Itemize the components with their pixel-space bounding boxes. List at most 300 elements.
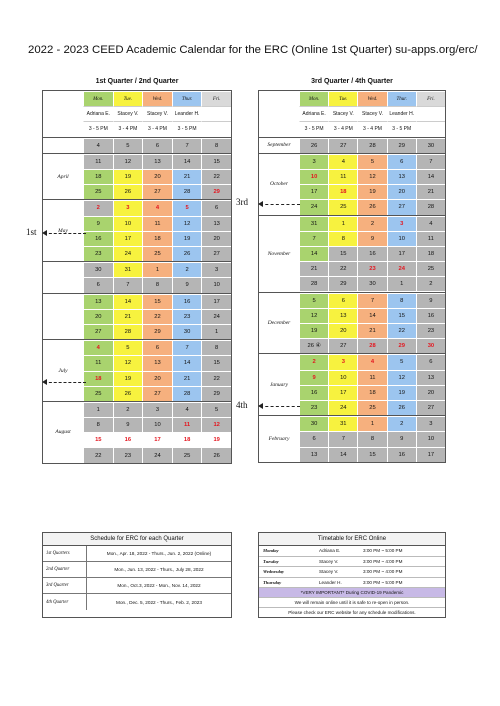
date-cell: 1 [357, 416, 386, 431]
week-row [83, 216, 231, 231]
week-row [83, 138, 231, 153]
date-cell: 21 [172, 371, 202, 386]
date-cell: 2 [357, 216, 386, 231]
week-row [299, 431, 445, 446]
date-cell: 23 [416, 323, 445, 338]
week-row [83, 169, 231, 184]
date-cell: 17 [113, 231, 143, 246]
date-cell: 4 [328, 154, 357, 169]
schedule-row [43, 594, 231, 610]
week-row [83, 154, 231, 169]
third-quarter-arrow [260, 204, 300, 205]
teacher-cell: Leander H. [387, 106, 416, 121]
date-cell: 25 [83, 386, 113, 401]
second-quarter-arrow [44, 382, 86, 383]
date-cell: 19 [113, 371, 143, 386]
date-cell: 16 [113, 432, 143, 447]
weekday-header: Tue. [328, 91, 357, 106]
date-cell: 16 [387, 447, 416, 462]
date-cell: 1 [83, 402, 113, 417]
header-spacer [259, 106, 299, 121]
date-cell: 17 [142, 432, 172, 447]
date-cell: 26 [387, 400, 416, 415]
weekday-header: Mon. [83, 91, 113, 106]
covid-notice: *VERY IMPORTANT* During COVID-19 Pandemic [259, 588, 445, 598]
date-cell: 13 [387, 169, 416, 184]
date-cell: 14 [299, 246, 328, 261]
time-cell: 3 - 5 PM [387, 121, 416, 136]
date-cell: 6 [142, 138, 172, 153]
month-group [259, 415, 445, 462]
timetable-row [259, 546, 445, 557]
month-group [43, 401, 231, 463]
date-cell: 24 [113, 246, 143, 261]
date-cell: 30 [172, 324, 202, 339]
date-cell: 28 [172, 386, 202, 401]
date-cell: 9 [172, 277, 202, 292]
time-cell [201, 121, 231, 136]
week-row [299, 138, 445, 153]
time-cell: 3 - 4 PM [142, 121, 172, 136]
fourth-quarter-arrow [260, 406, 300, 407]
date-cell: 10 [201, 277, 231, 292]
date-cell: 10 [142, 417, 172, 432]
date-cell: 19 [299, 323, 328, 338]
date-cell: 16 [416, 308, 445, 323]
date-cell: 11 [142, 216, 172, 231]
date-cell: 14 [172, 154, 202, 169]
teacher-name: Stacey V. [319, 569, 339, 575]
calendar-header-row [43, 91, 231, 106]
date-cell: 6 [328, 293, 357, 308]
class-time: 3:00 PM ~ 4:00 PM [363, 558, 403, 564]
schedule-row [43, 562, 231, 578]
timetable-row [259, 578, 445, 589]
date-cell: 4 [357, 354, 386, 369]
week-row [299, 231, 445, 246]
month-label [43, 294, 83, 340]
week-row [83, 184, 231, 199]
date-cell: 5 [201, 402, 231, 417]
date-cell: 13 [83, 294, 113, 309]
date-cell: 24 [299, 199, 328, 214]
quarter-label: 2nd Quarter [43, 562, 87, 577]
week-row [83, 231, 231, 246]
first-quarter-arrow [44, 233, 86, 234]
header-spacer [43, 121, 83, 136]
date-cell: 20 [83, 309, 113, 324]
date-cell: 21 [416, 184, 445, 199]
date-cell: 10 [113, 216, 143, 231]
week-row [83, 432, 231, 447]
date-cell: 27 [328, 138, 357, 153]
weekday-header: Wed. [357, 91, 386, 106]
date-cell: 1 [142, 262, 172, 277]
date-cell: 6 [83, 277, 113, 292]
date-cell: 11 [172, 417, 202, 432]
date-cell: 23 [299, 400, 328, 415]
date-cell: 28 [357, 138, 386, 153]
date-cell: 28 [357, 338, 386, 353]
date-cell: 21 [172, 169, 202, 184]
month-group [43, 137, 231, 153]
date-cell: 6 [299, 431, 328, 446]
month-group [43, 261, 231, 292]
fourth-quarter-marker: 4th [236, 400, 248, 410]
date-cell: 20 [416, 385, 445, 400]
date-cell: 3 [299, 154, 328, 169]
date-cell: 13 [201, 216, 231, 231]
date-cell: 9 [113, 417, 143, 432]
date-cell: 13 [142, 355, 172, 370]
week-row [299, 338, 445, 353]
timetable-row [259, 557, 445, 568]
date-cell: 29 [387, 338, 416, 353]
quarter-label: 3rd Quarter [43, 578, 87, 593]
date-cell: 22 [83, 447, 113, 462]
teacher-cell: Adriana E. [299, 106, 328, 121]
calendar-header-row [259, 106, 445, 121]
date-cell: 11 [416, 231, 445, 246]
date-cell: 2 [83, 200, 113, 215]
date-cell: 30 [416, 338, 445, 353]
teacher-cell: Leander H. [172, 106, 202, 121]
calendar-header-row [259, 121, 445, 136]
date-cell: 5 [113, 340, 143, 355]
weekday-header: Thur. [172, 91, 202, 106]
date-cell: 28 [113, 324, 143, 339]
date-cell: 30 [416, 138, 445, 153]
week-row [299, 276, 445, 291]
date-cell: 10 [387, 231, 416, 246]
date-cell: 31 [113, 262, 143, 277]
date-cell: 23 [83, 246, 113, 261]
date-cell: 8 [83, 417, 113, 432]
date-cell: 27 [416, 400, 445, 415]
header-spacer [43, 106, 83, 121]
calendar-quarters-1-2 [42, 90, 232, 464]
date-cell: 24 [142, 447, 172, 462]
month-label: November [267, 250, 291, 257]
month-group [259, 137, 445, 153]
date-cell: 15 [201, 355, 231, 370]
week-row [83, 386, 231, 401]
date-cell: 8 [387, 293, 416, 308]
date-cell: 6 [387, 154, 416, 169]
time-cell: 3 - 5 PM [83, 121, 113, 136]
date-cell: 26 [113, 386, 143, 401]
date-cell: 26 ④ [299, 338, 328, 353]
date-cell: 2 [387, 416, 416, 431]
date-cell: 29 [201, 184, 231, 199]
date-cell: 26 [357, 199, 386, 214]
week-row [299, 370, 445, 385]
weekday-header: Tue. [113, 91, 143, 106]
date-cell: 11 [357, 370, 386, 385]
date-cell: 12 [172, 216, 202, 231]
week-row [83, 200, 231, 215]
date-cell: 11 [83, 355, 113, 370]
date-cell: 21 [299, 261, 328, 276]
calendar-header-row [43, 121, 231, 136]
date-cell: 20 [328, 323, 357, 338]
calendar-header-row [259, 91, 445, 106]
date-cell: 16 [172, 294, 202, 309]
week-row [299, 184, 445, 199]
teacher-cell: Stacey V. [142, 106, 172, 121]
date-cell: 17 [299, 184, 328, 199]
date-cell: 7 [416, 154, 445, 169]
date-cell: 21 [113, 309, 143, 324]
date-cell: 9 [387, 431, 416, 446]
week-row [299, 199, 445, 214]
month-group [259, 153, 445, 215]
date-cell: 15 [142, 294, 172, 309]
date-cell: 19 [357, 184, 386, 199]
date-cell: 9 [299, 370, 328, 385]
weekday-label: Tuesday [263, 558, 279, 564]
date-cell: 15 [201, 154, 231, 169]
website-note: Please check our ERC website for any schedule modifications. [288, 610, 416, 615]
weekday-header: Wed. [142, 91, 172, 106]
teacher-cell: Stacey V. [328, 106, 357, 121]
date-cell: 30 [299, 416, 328, 431]
date-cell: 22 [142, 309, 172, 324]
date-cell: 28 [172, 184, 202, 199]
header-spacer [259, 91, 299, 106]
date-cell: 6 [201, 200, 231, 215]
date-cell: 26 [299, 138, 328, 153]
date-cell: 29 [328, 276, 357, 291]
date-cell: 1 [387, 276, 416, 291]
date-cell: 27 [387, 199, 416, 214]
week-row [299, 354, 445, 369]
date-cell: 18 [172, 432, 202, 447]
header-spacer [43, 91, 83, 106]
week-row [299, 447, 445, 462]
month-label: December [267, 319, 291, 326]
date-cell: 18 [357, 385, 386, 400]
date-cell: 27 [83, 324, 113, 339]
week-row [83, 417, 231, 432]
week-row [83, 277, 231, 292]
quarter-dates: Mon., Apr. 18, 2022 - Thurs., Jun. 2, 2022 (Online) [106, 551, 212, 556]
date-cell: 14 [357, 308, 386, 323]
date-cell: 3 [387, 216, 416, 231]
schedule-row [43, 578, 231, 594]
quarter-dates: Mon., Jun. 13, 2022 - Thurs., July 28, 2022 [114, 567, 204, 572]
date-cell: 4 [83, 340, 113, 355]
date-cell: 23 [357, 261, 386, 276]
date-cell: 14 [328, 447, 357, 462]
date-cell: 23 [172, 309, 202, 324]
date-cell: 3 [142, 402, 172, 417]
weekday-header: Fri. [201, 91, 231, 106]
month-group [43, 293, 231, 340]
date-cell: 6 [142, 340, 172, 355]
date-cell: 18 [83, 169, 113, 184]
date-cell: 13 [142, 154, 172, 169]
teacher-name: Adriana E. [319, 548, 341, 554]
teacher-cell: Stacey V. [113, 106, 143, 121]
date-cell: 9 [83, 216, 113, 231]
date-cell: 18 [83, 371, 113, 386]
date-cell: 21 [357, 323, 386, 338]
month-label: October [269, 181, 289, 188]
date-cell: 22 [201, 169, 231, 184]
date-cell: 18 [328, 184, 357, 199]
schedule-box [42, 532, 232, 618]
date-cell: 10 [299, 169, 328, 184]
date-cell: 15 [83, 432, 113, 447]
month-label [43, 138, 83, 153]
date-cell: 18 [142, 231, 172, 246]
date-cell: 10 [416, 431, 445, 446]
time-cell: 3 - 5 PM [299, 121, 328, 136]
date-cell: 3 [328, 354, 357, 369]
date-cell: 19 [201, 432, 231, 447]
date-cell: 29 [201, 386, 231, 401]
time-cell: 3 - 4 PM [328, 121, 357, 136]
week-row [83, 246, 231, 261]
month-group [43, 339, 231, 401]
date-cell: 1 [201, 324, 231, 339]
week-row [83, 309, 231, 324]
date-cell: 18 [416, 246, 445, 261]
date-cell: 17 [387, 246, 416, 261]
week-row [299, 416, 445, 431]
date-cell: 22 [328, 261, 357, 276]
date-cell: 19 [387, 385, 416, 400]
week-row [299, 400, 445, 415]
week-row [83, 355, 231, 370]
date-cell: 26 [201, 447, 231, 462]
teacher-name: Leander H. [319, 579, 342, 585]
teacher-cell: Adriana E. [83, 106, 113, 121]
date-cell: 7 [172, 340, 202, 355]
date-cell: 9 [416, 293, 445, 308]
date-cell: 8 [201, 340, 231, 355]
quarter-label: 4th Quarter [43, 594, 87, 610]
date-cell: 13 [299, 447, 328, 462]
schedule-row [43, 546, 231, 562]
week-row [299, 385, 445, 400]
date-cell: 6 [416, 354, 445, 369]
weekday-label: Wednesday [263, 569, 285, 575]
timetable-box [258, 532, 446, 618]
date-cell: 4 [172, 402, 202, 417]
week-row [299, 323, 445, 338]
week-row [83, 402, 231, 417]
date-cell: 7 [328, 431, 357, 446]
month-label: April [57, 173, 69, 180]
week-row [83, 324, 231, 339]
date-cell: 8 [328, 231, 357, 246]
week-row [83, 294, 231, 309]
date-cell: 12 [357, 169, 386, 184]
date-cell: 8 [142, 277, 172, 292]
date-cell: 25 [416, 261, 445, 276]
month-label: July [58, 367, 68, 374]
weekday-label: Monday [263, 548, 279, 554]
date-cell: 15 [357, 447, 386, 462]
month-label: January [269, 381, 289, 388]
date-cell: 19 [113, 169, 143, 184]
month-group [43, 199, 231, 261]
date-cell: 14 [172, 355, 202, 370]
date-cell: 27 [142, 184, 172, 199]
date-cell: 23 [113, 447, 143, 462]
first-quarter-marker: 1st [26, 227, 37, 237]
month-label [43, 262, 83, 292]
date-cell: 17 [328, 385, 357, 400]
date-cell: 11 [328, 169, 357, 184]
date-cell: 27 [201, 246, 231, 261]
date-cell: 25 [172, 447, 202, 462]
date-cell: 11 [83, 154, 113, 169]
week-row [299, 261, 445, 276]
page-title: 2022 - 2023 CEED Academic Calendar for the ERC (Online 1st Quarter) su-apps.org/erc/ [28, 44, 478, 56]
date-cell: 24 [328, 400, 357, 415]
date-cell: 28 [299, 276, 328, 291]
date-cell: 27 [328, 338, 357, 353]
teacher-cell [416, 106, 445, 121]
date-cell: 13 [416, 370, 445, 385]
week-row [299, 154, 445, 169]
time-cell: 3 - 4 PM [357, 121, 386, 136]
weekday-label: Thursday [263, 579, 282, 585]
date-cell: 30 [83, 262, 113, 277]
right-section-title: 3rd Quarter / 4th Quarter [311, 78, 393, 85]
quarter-dates: Mon., Dec. 5, 2022 - Thurs., Feb. 2, 2023 [116, 599, 202, 605]
date-cell: 5 [113, 138, 143, 153]
week-row [299, 293, 445, 308]
date-cell: 29 [387, 138, 416, 153]
date-cell: 2 [172, 262, 202, 277]
date-cell: 9 [357, 231, 386, 246]
date-cell: 20 [142, 169, 172, 184]
week-row [83, 340, 231, 355]
date-cell: 7 [357, 293, 386, 308]
time-cell [416, 121, 445, 136]
timetable-row [259, 567, 445, 578]
month-label: May [58, 227, 68, 234]
weekday-header: Fri. [416, 91, 445, 106]
class-time: 3:00 PM ~ 4:00 PM [363, 569, 403, 575]
month-group [259, 292, 445, 354]
month-group [259, 215, 445, 292]
date-cell: 3 [113, 200, 143, 215]
month-label: February [268, 435, 290, 442]
date-cell: 30 [357, 276, 386, 291]
date-cell: 24 [201, 309, 231, 324]
time-cell: 3 - 5 PM [172, 121, 202, 136]
weekday-header: Thur. [387, 91, 416, 106]
week-row [299, 308, 445, 323]
class-time: 3:00 PM ~ 5:00 PM [363, 548, 403, 554]
schedule-title: Schedule for ERC for each Quarter [43, 533, 231, 546]
month-label: August [55, 429, 71, 436]
time-cell: 3 - 4 PM [113, 121, 143, 136]
week-row [83, 262, 231, 277]
date-cell: 25 [357, 400, 386, 415]
date-cell: 5 [172, 200, 202, 215]
date-cell: 2 [113, 402, 143, 417]
week-row [83, 371, 231, 386]
week-row [83, 447, 231, 462]
date-cell: 25 [83, 184, 113, 199]
date-cell: 12 [113, 154, 143, 169]
